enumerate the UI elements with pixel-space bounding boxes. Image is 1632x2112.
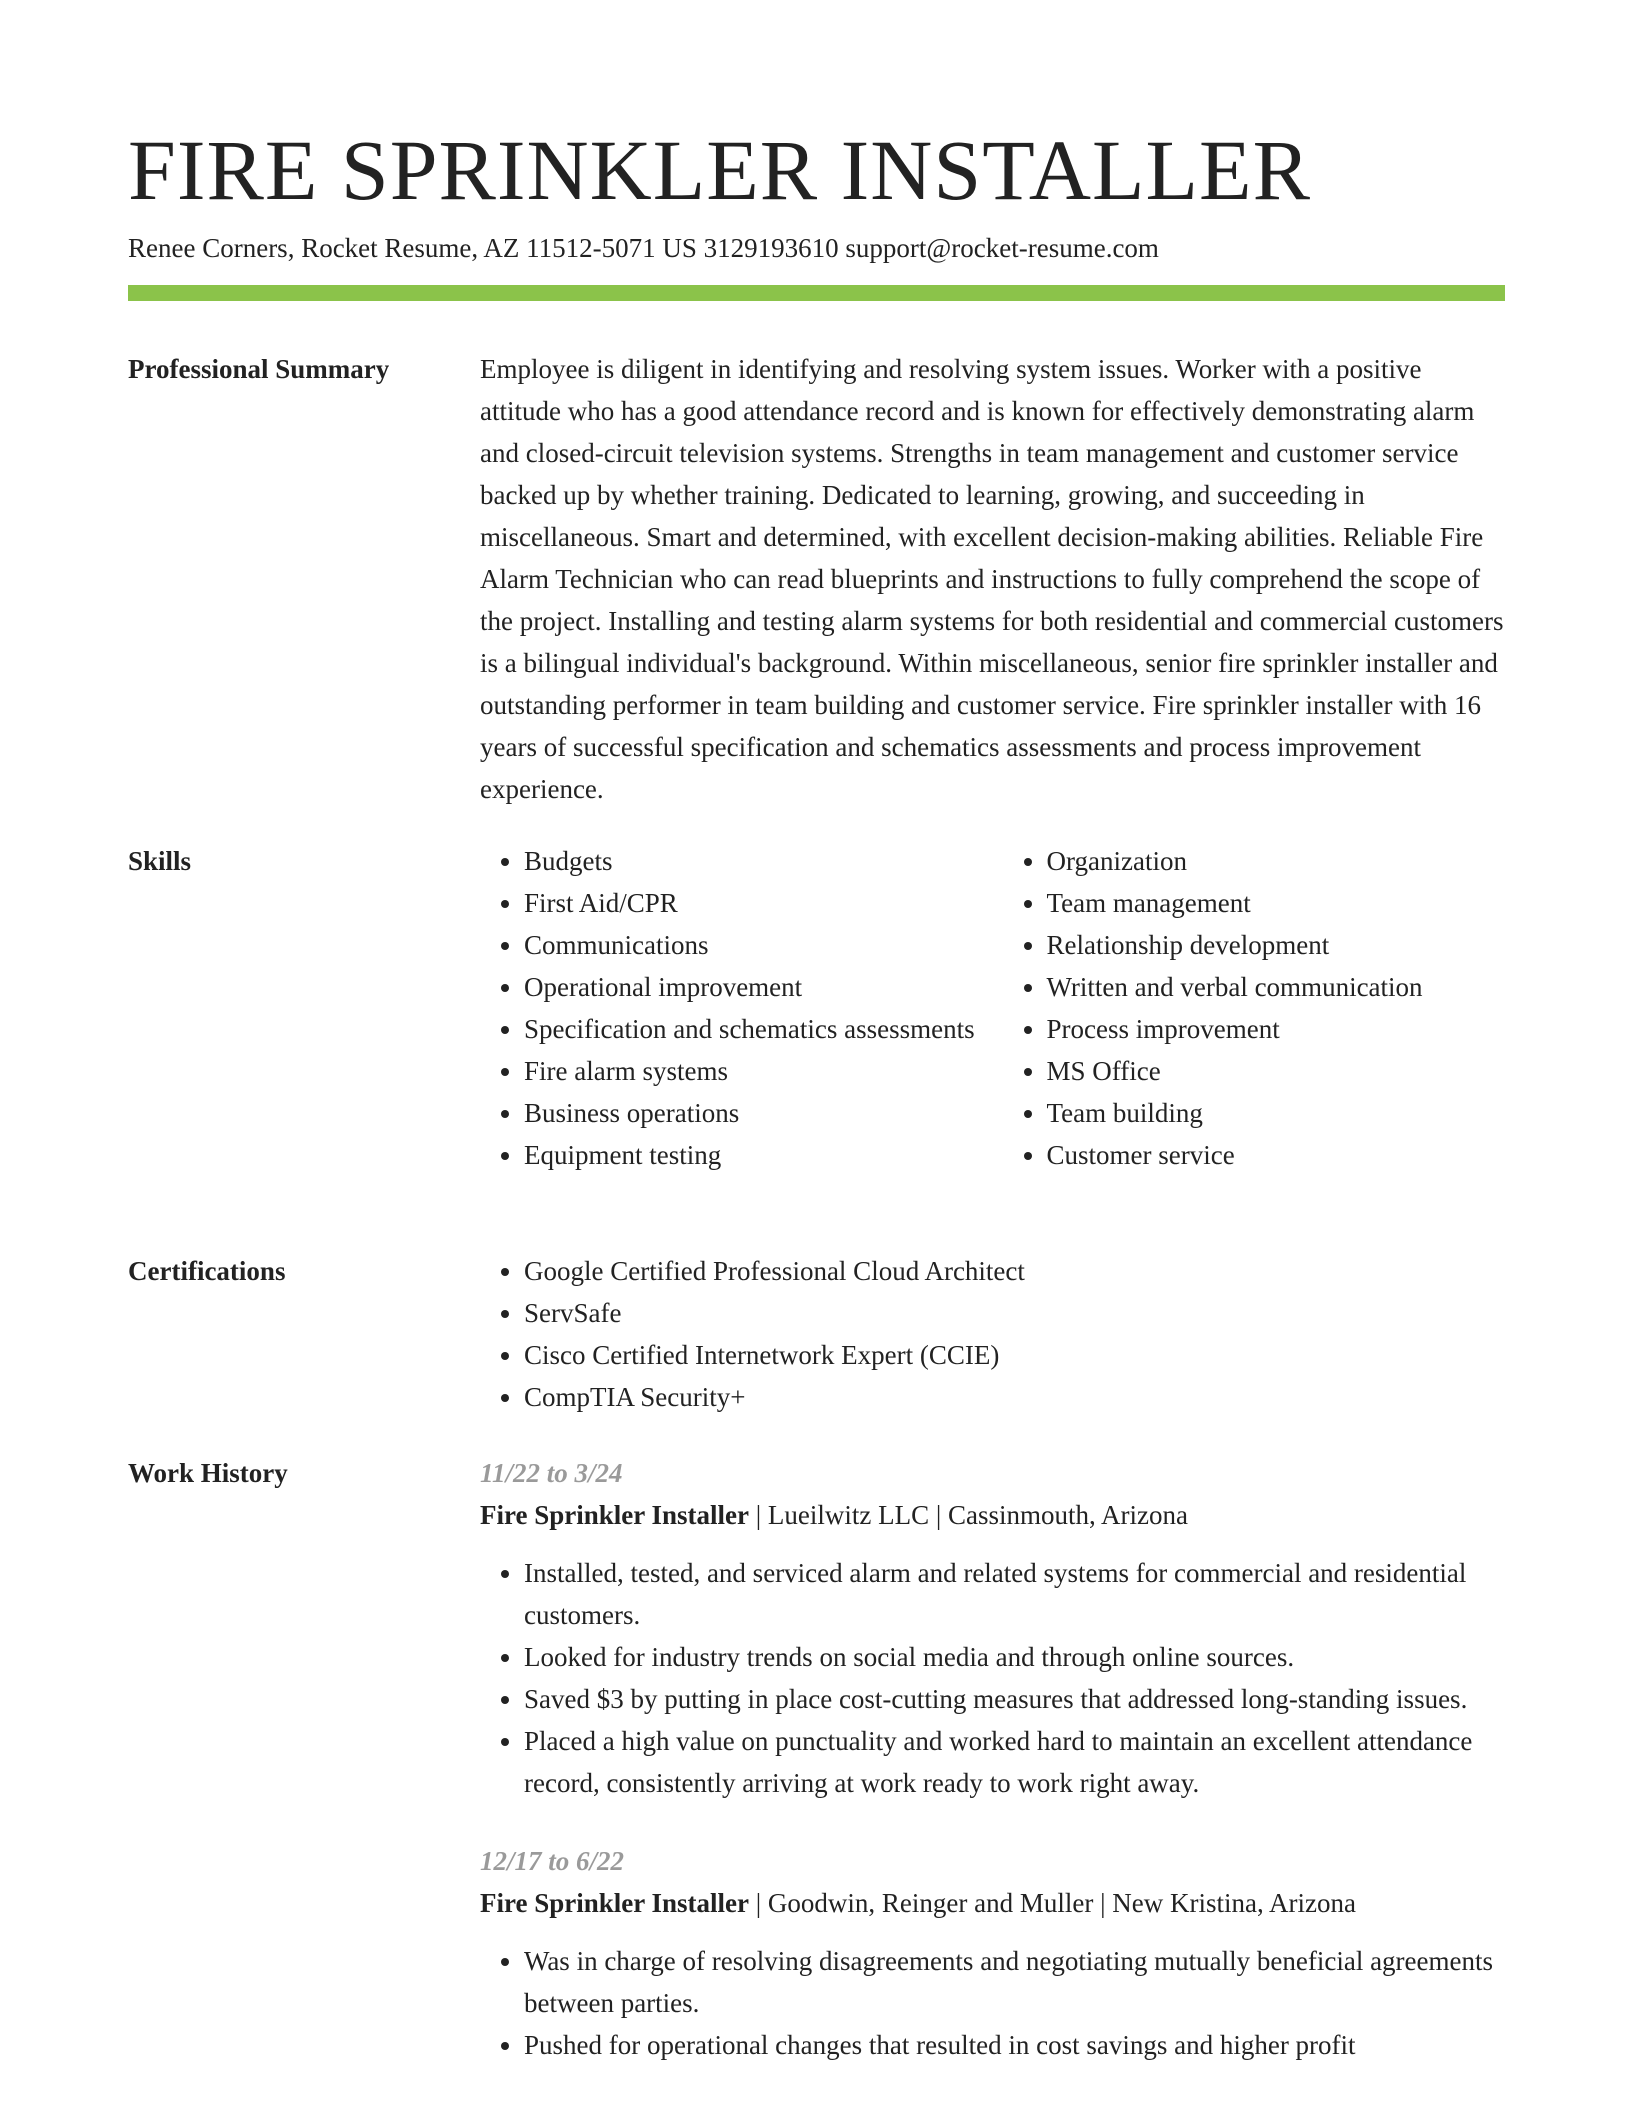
skill-item: • Team management bbox=[1047, 882, 1506, 924]
skill-item: • Equipment testing bbox=[524, 1134, 983, 1176]
skill-item: • Process improvement bbox=[1047, 1008, 1506, 1050]
summary-body bbox=[480, 348, 1505, 810]
job-entry bbox=[480, 1452, 1505, 1804]
certifications-list bbox=[480, 1250, 1505, 1418]
job-bullets bbox=[480, 1552, 1505, 1804]
job-details: | Lueilwitz LLC | Cassinmouth, Arizona bbox=[749, 1500, 1189, 1530]
skill-item: • Business operations bbox=[524, 1092, 983, 1134]
header-divider bbox=[128, 285, 1505, 301]
certification-item: • Google Certified Professional Cloud Architect bbox=[524, 1250, 1505, 1292]
certifications-body bbox=[480, 1250, 1505, 1418]
contact-line: Renee Corners, Rocket Resume, AZ 11512-5071 US 3129193610 support@rocket-resume.com bbox=[128, 233, 1159, 263]
job-dates: 12/17 to 6/22 bbox=[480, 1846, 625, 1876]
certifications-title: Certifications bbox=[128, 1256, 286, 1286]
certification-item: • CompTIA Security+ bbox=[524, 1376, 1505, 1418]
skill-item: • Written and verbal communication bbox=[1047, 966, 1506, 1008]
job-bullet: • Was in charge of resolving disagreements and negotiating mutually beneficial agreements between parties. bbox=[524, 1940, 1505, 2024]
skill-item: • Budgets bbox=[524, 840, 983, 882]
certification-item: • ServSafe bbox=[524, 1292, 1505, 1334]
work-title: Work History bbox=[128, 1458, 288, 1488]
job-bullet: • Installed, tested, and serviced alarm and related systems for commercial and residential customers. bbox=[524, 1552, 1505, 1636]
certification-item: • Cisco Certified Internetwork Expert (CCIE) bbox=[524, 1334, 1505, 1376]
skill-item: • Team building bbox=[1047, 1092, 1506, 1134]
skills-list-right bbox=[1003, 840, 1506, 1176]
job-entry bbox=[480, 1840, 1505, 2066]
job-dates: 11/22 to 3/24 bbox=[480, 1458, 623, 1488]
skills-list-left bbox=[480, 840, 983, 1176]
summary-text: Employee is diligent in identifying and resolving system issues. Worker with a positive attitude who has a good attendance record and is known for effectively demonstrating alarm and closed-circuit television systems. Strengths in team management and customer service backed up by whether training. Dedicated to learning, growing, and succeeding in miscellaneous. Smart and determined, with excellent decision-making abilities. Reliable Fire Alarm Technician who can read blueprints and instructions to fully comprehend the scope of the project. Installing and testing alarm systems for both residential and commercial customers is a bilingual individual's background. Within miscellaneous, senior fire sprinkler installer and outstanding performer in team building and customer service. Fire sprinkler installer with 16 years of successful specification and schematics assessments and process improvement experience. bbox=[480, 354, 1504, 804]
job-bullet: • Saved $3 by putting in place cost-cutting measures that addressed long-standing issues. bbox=[524, 1678, 1505, 1720]
resume-name: FIRE SPRINKLER INSTALLER bbox=[128, 122, 1311, 218]
skill-item: • Fire alarm systems bbox=[524, 1050, 983, 1092]
job-heading bbox=[480, 1494, 1505, 1536]
skill-item: • Organization bbox=[1047, 840, 1506, 882]
job-details: | Goodwin, Reinger and Muller | New Kristina, Arizona bbox=[749, 1888, 1356, 1918]
work-body bbox=[480, 1452, 1505, 2102]
skill-item: • Operational improvement bbox=[524, 966, 983, 1008]
skill-item: • Communications bbox=[524, 924, 983, 966]
skill-item: • Relationship development bbox=[1047, 924, 1506, 966]
skill-item: • Specification and schematics assessments bbox=[524, 1008, 983, 1050]
skills-title: Skills bbox=[128, 846, 192, 876]
job-bullets bbox=[480, 1940, 1505, 2066]
skill-item: • MS Office bbox=[1047, 1050, 1506, 1092]
job-bullet: • Placed a high value on punctuality and worked hard to maintain an excellent attendance record, consistently arriving at work ready to work right away. bbox=[524, 1720, 1505, 1804]
job-bullet: • Looked for industry trends on social media and through online sources. bbox=[524, 1636, 1505, 1678]
job-title: Fire Sprinkler Installer bbox=[480, 1888, 749, 1918]
job-heading bbox=[480, 1882, 1505, 1924]
skill-item: • Customer service bbox=[1047, 1134, 1506, 1176]
summary-title: Professional Summary bbox=[128, 354, 390, 384]
job-title: Fire Sprinkler Installer bbox=[480, 1500, 749, 1530]
job-bullet: • Pushed for operational changes that resulted in cost savings and higher profit bbox=[524, 2024, 1505, 2066]
skills-body bbox=[480, 840, 1505, 1176]
skill-item: • First Aid/CPR bbox=[524, 882, 983, 924]
